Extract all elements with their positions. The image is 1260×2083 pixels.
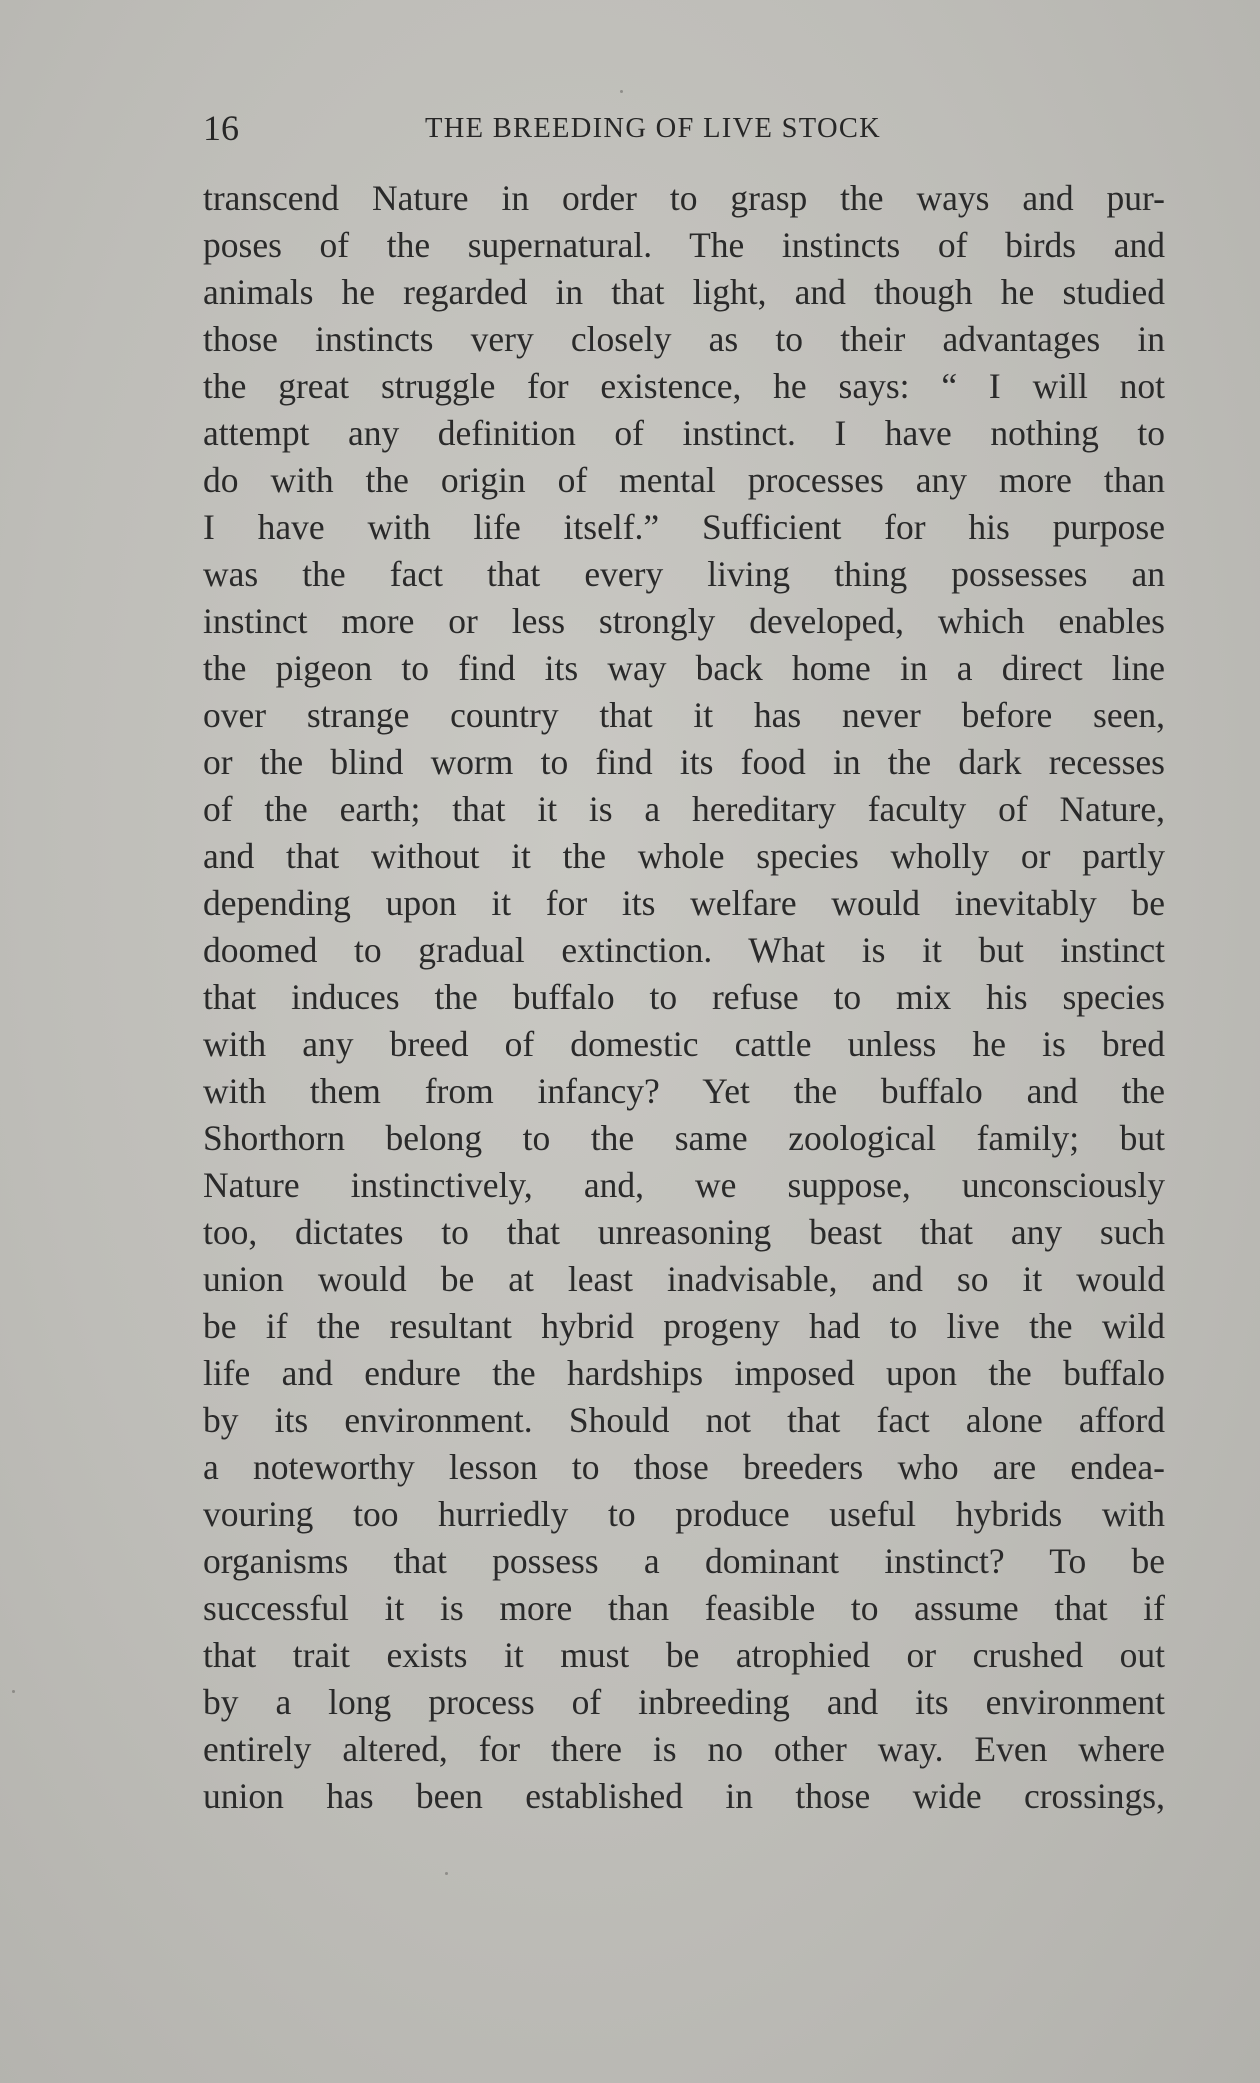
running-title: THE BREEDING OF LIVE STOCK bbox=[425, 113, 882, 144]
text-line: the pigeon to find its way back home in a direct line bbox=[203, 648, 1165, 688]
paper-speck bbox=[620, 90, 623, 93]
text-line: vouring too hurriedly to produce useful hybrids with bbox=[203, 1494, 1165, 1534]
text-line: be if the resultant hybrid progeny had to live the wild bbox=[203, 1306, 1165, 1346]
text-line: poses of the supernatural. The instincts of birds and bbox=[203, 225, 1165, 265]
text-line: I have with life itself.” Sufficient for his purpose bbox=[203, 507, 1165, 547]
text-line: doomed to gradual extinction. What is it but instinct bbox=[203, 930, 1165, 970]
text-line: the great struggle for existence, he says: “ I will not bbox=[203, 366, 1165, 406]
text-line: organisms that possess a dominant instinct? To be bbox=[203, 1541, 1165, 1581]
page-header bbox=[203, 106, 1165, 150]
text-line: Shorthorn belong to the same zoological family; but bbox=[203, 1118, 1165, 1158]
text-line: with any breed of domestic cattle unless he is bred bbox=[203, 1024, 1165, 1064]
text-line: union has been established in those wide crossings, bbox=[203, 1776, 1165, 1816]
text-line: attempt any definition of instinct. I have nothing to bbox=[203, 413, 1165, 453]
text-line: by a long process of inbreeding and its environment bbox=[203, 1682, 1165, 1722]
text-line: over strange country that it has never before seen, bbox=[203, 695, 1165, 735]
page-number: 16 bbox=[203, 108, 239, 148]
text-line: was the fact that every living thing possesses an bbox=[203, 554, 1165, 594]
text-line: or the blind worm to find its food in the dark recesses bbox=[203, 742, 1165, 782]
text-line: that trait exists it must be atrophied or crushed out bbox=[203, 1635, 1165, 1675]
text-line: Nature instinctively, and, we suppose, unconsciously bbox=[203, 1165, 1165, 1205]
paper-speck bbox=[12, 1690, 15, 1693]
text-line: entirely altered, for there is no other way. Even where bbox=[203, 1729, 1165, 1769]
text-line: successful it is more than feasible to assume that if bbox=[203, 1588, 1165, 1628]
text-line: depending upon it for its welfare would inevitably be bbox=[203, 883, 1165, 923]
text-line: instinct more or less strongly developed, which enables bbox=[203, 601, 1165, 641]
text-line: of the earth; that it is a hereditary faculty of Nature, bbox=[203, 789, 1165, 829]
paper-speck bbox=[445, 1872, 448, 1875]
text-line: too, dictates to that unreasoning beast that any such bbox=[203, 1212, 1165, 1252]
text-line: a noteworthy lesson to those breeders who are endea- bbox=[203, 1447, 1165, 1487]
text-line: with them from infancy? Yet the buffalo and the bbox=[203, 1071, 1165, 1111]
text-line: animals he regarded in that light, and though he studied bbox=[203, 272, 1165, 312]
text-line: do with the origin of mental processes any more than bbox=[203, 460, 1165, 500]
text-line: union would be at least inadvisable, and so it would bbox=[203, 1259, 1165, 1299]
text-line: life and endure the hardships imposed upon the buffalo bbox=[203, 1353, 1165, 1393]
text-line: transcend Nature in order to grasp the ways and pur- bbox=[203, 178, 1165, 218]
text-line: by its environment. Should not that fact alone afford bbox=[203, 1400, 1165, 1440]
text-line: those instincts very closely as to their advantages in bbox=[203, 319, 1165, 359]
text-line: that induces the buffalo to refuse to mix his species bbox=[203, 977, 1165, 1017]
text-line: and that without it the whole species wholly or partly bbox=[203, 836, 1165, 876]
